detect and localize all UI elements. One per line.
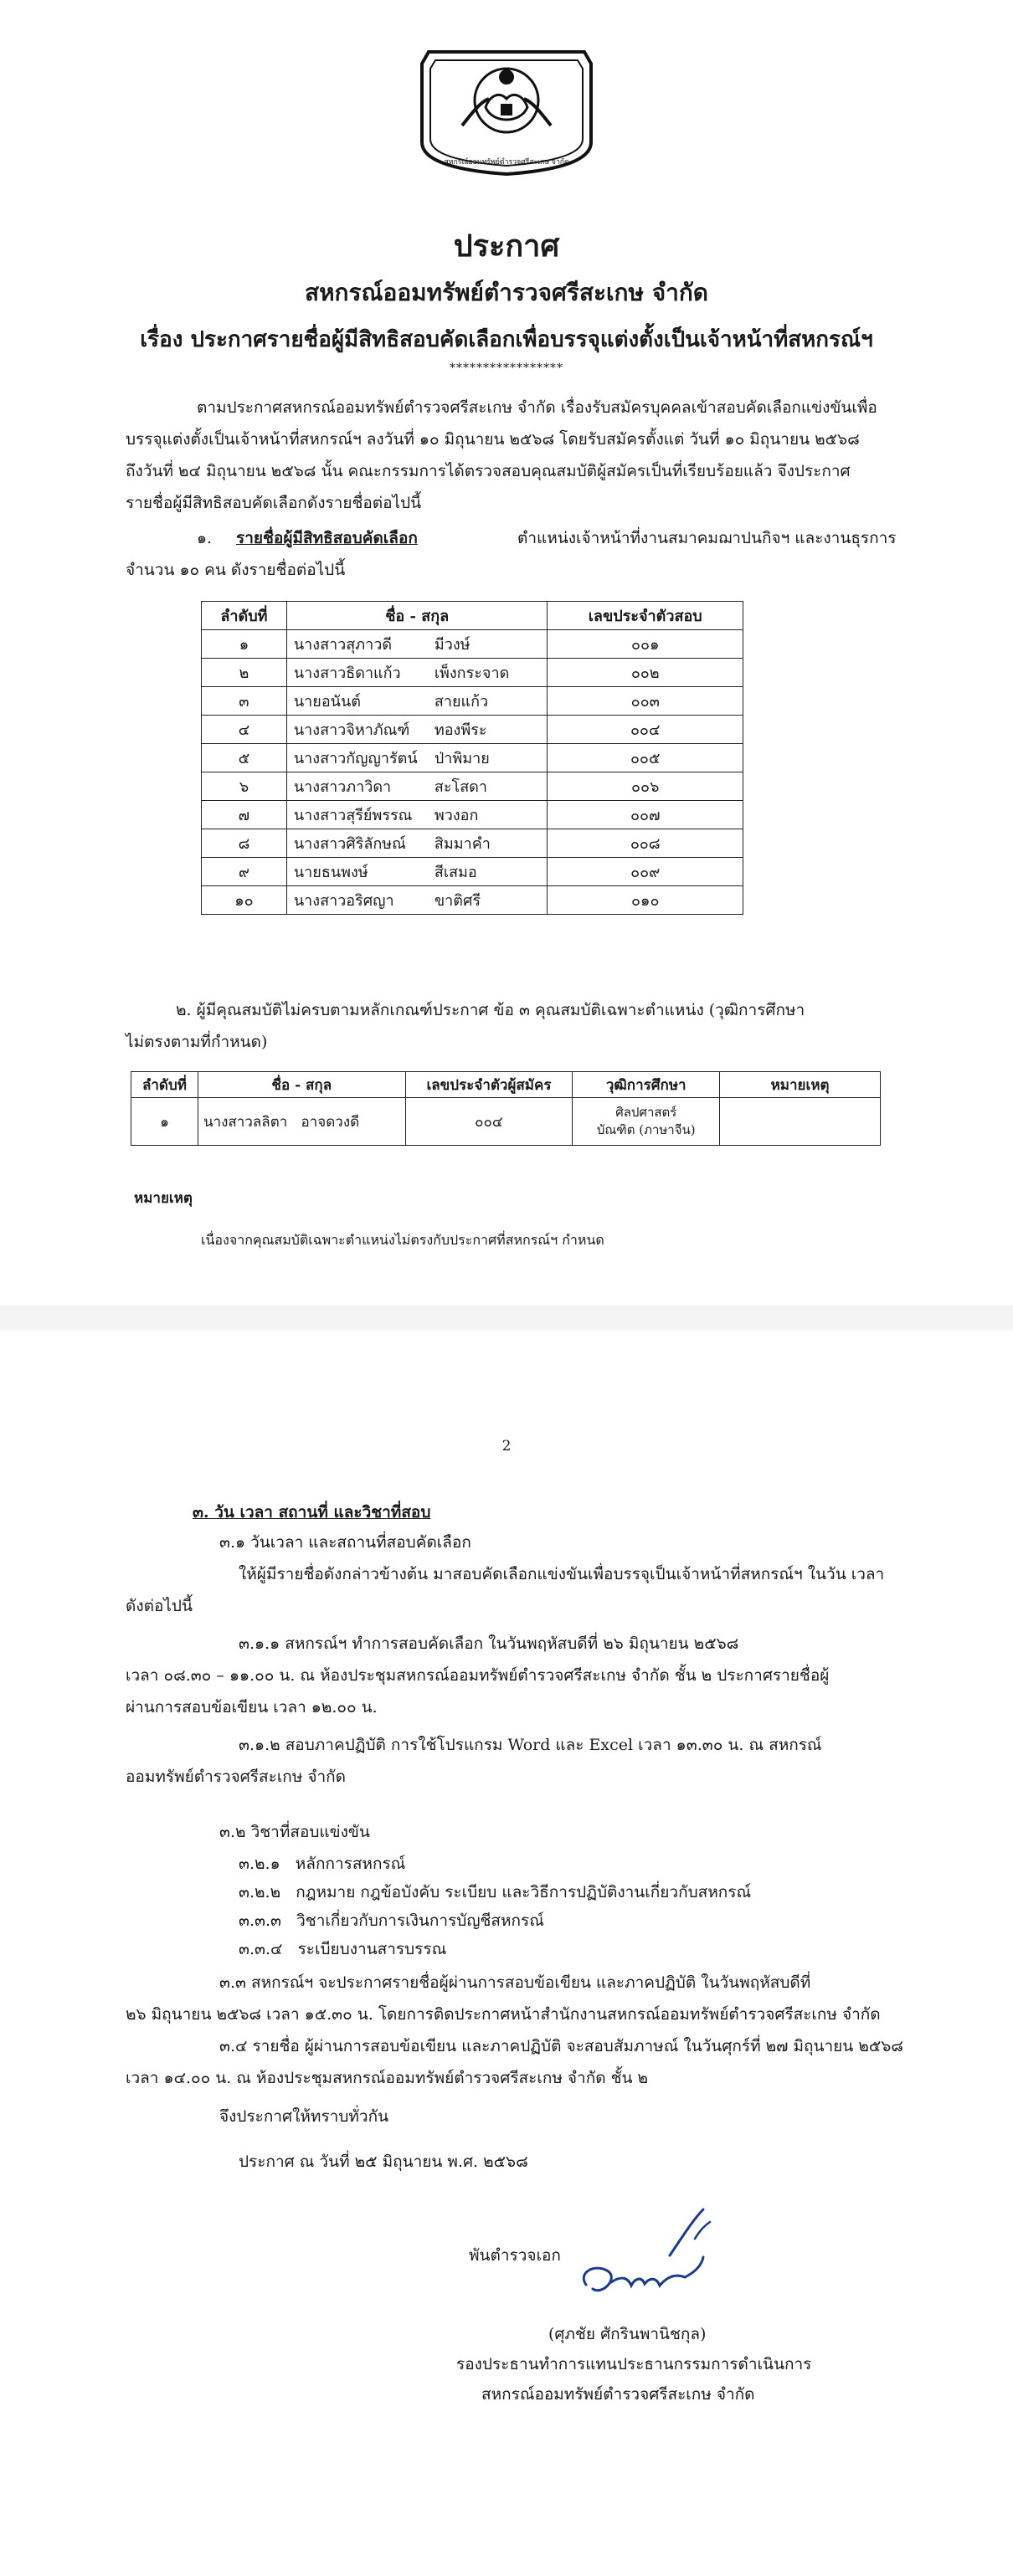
cell-no: ๘ xyxy=(202,829,287,858)
cell-first-name: นางสาวธิดาแก้ว xyxy=(293,665,401,682)
cell-education xyxy=(573,1098,720,1146)
subject-num: ๓.๓.๓ xyxy=(239,1911,282,1930)
col-header-no: ลำดับที่ xyxy=(202,602,287,630)
cell-no: ๑ xyxy=(131,1098,198,1146)
emblem-caption: สหกรณ์ออมทรัพย์ตำรวจศรีสะเกษ จำกัด xyxy=(444,158,569,167)
cell-exam-id: ๐๐๑ xyxy=(548,630,743,659)
ineligible-candidates-table xyxy=(131,1071,881,1146)
cell-remark xyxy=(720,1098,881,1146)
table-row xyxy=(202,687,743,716)
section31-text-2: ดังต่อไปนี้ xyxy=(126,1597,193,1615)
eligible-candidates-table xyxy=(201,601,743,915)
remark-text: เนื่องจากคุณสมบัติเฉพาะตำแหน่งไม่ตรงกับประกาศที่สหกรณ์ฯ กำหนด xyxy=(201,1232,604,1248)
cell-no: ๓ xyxy=(202,687,287,716)
intro-line-1: ตามประกาศสหกรณ์ออมทรัพย์ตำรวจศรีสะเกษ จำกัด เรื่องรับสมัครบุคคลเข้าสอบคัดเลือกแข่งขันเพื่อ xyxy=(197,398,877,417)
col-header-name: ชื่อ - สกุล xyxy=(286,602,548,630)
section311-line-2: เวลา ๐๘.๓๐ – ๑๑.๐๐ น. ณ ห้องประชุมสหกรณ์ออมทรัพย์ตำรวจศรีสะเกษ จำกัด ชั้น ๒ ประกาศรายชื่อผู้ xyxy=(126,1666,830,1685)
section3-title-text: ๓. วัน เวลา สถานที่ และวิชาที่สอบ xyxy=(193,1503,431,1521)
closing-text: จึงประกาศให้ทราบทั่วกัน xyxy=(219,2107,389,2126)
cell-last-name: มีวงษ์ xyxy=(434,636,471,654)
cell-exam-id: ๐๐๔ xyxy=(548,716,743,744)
table-header-row xyxy=(131,1072,881,1098)
page-separator xyxy=(0,1306,1013,1331)
cell-exam-id: ๐๐๒ xyxy=(548,659,743,687)
col-header-remark: หมายเหตุ xyxy=(720,1072,881,1098)
cell-first-name: นายอนันต์ xyxy=(293,693,361,711)
section33-line-2: ๒๖ มิถุนายน ๒๕๖๘ เวลา ๑๕.๓๐ น. โดยการติดประกาศหน้าสำนักงานสหกรณ์ออมทรัพย์ตำรวจศรีสะเกษ จำกัด xyxy=(126,2005,881,2024)
cell-no: ๖ xyxy=(202,772,287,801)
subject-text: หลักการสหกรณ์ xyxy=(295,1855,406,1873)
cell-last-name: เพ็งกระจาด xyxy=(434,665,510,682)
cell-no: ๕ xyxy=(202,744,287,772)
cell-no: ๒ xyxy=(202,659,287,687)
section2-line-1: ๒. ผู้มีคุณสมบัติไม่ครบตามหลักเกณฑ์ประกาศ ข้อ ๓ คุณสมบัติเฉพาะตำแหน่ง (วุฒิการศึกษา xyxy=(176,1001,805,1019)
subject-num: ๓.๒.๒ xyxy=(239,1883,281,1901)
cell-no: ๑ xyxy=(202,630,287,659)
cell-applicant-id: ๐๐๔ xyxy=(405,1098,573,1146)
education-line-1: ศิลปศาสตร์ xyxy=(615,1105,677,1120)
col-header-name: ชื่อ - สกุล xyxy=(198,1072,405,1098)
subject-text: วิชาเกี่ยวกับการเงินการบัญชีสหกรณ์ xyxy=(296,1911,544,1930)
table-row xyxy=(202,801,743,829)
cell-last-name: พวงอก xyxy=(434,807,479,824)
table-row xyxy=(202,772,743,801)
cell-first-name: นางสาวกัญญารัตน์ xyxy=(293,750,418,767)
cell-first-name: นางสาวอริศญา xyxy=(293,892,394,910)
table-row xyxy=(202,630,743,659)
table-row xyxy=(202,744,743,772)
table-row xyxy=(202,886,743,915)
section34-line-1: ๓.๔ รายชื่อ ผู้ผ่านการสอบข้อเขียน และภาคปฏิบัติ จะสอบสัมภาษณ์ ในวันศุกร์ที่ ๒๗ มิถุนายน ๒๕๖๘ xyxy=(219,2037,903,2055)
subject-text: ระเบียบงานสารบรรณ xyxy=(297,1940,447,1958)
subject-num: ๓.๓.๔ xyxy=(239,1940,283,1958)
intro-line-3: ถึงวันที่ ๒๔ มิถุนายน ๒๕๖๘ นั้น คณะกรรมการได้ตรวจสอบคุณสมบัติผู้สมัครเป็นที่เรียบร้อยแล้ว จึงประกาศ xyxy=(126,462,851,480)
cell-last-name: ขาติศรี xyxy=(434,892,481,910)
education-line-2: บัณฑิต (ภาษาจีน) xyxy=(596,1122,696,1137)
org-name: สหกรณ์ออมทรัพย์ตำรวจศรีสะเกษ จำกัด xyxy=(305,279,708,306)
table-row xyxy=(202,716,743,744)
subject-item xyxy=(239,1856,405,1872)
table-row xyxy=(202,858,743,886)
section1-count: จำนวน ๑๐ คน ดังรายชื่อต่อไปนี้ xyxy=(126,561,346,579)
col-header-applicant-id: เลขประจำตัวผู้สมัคร xyxy=(405,1072,573,1098)
col-header-education: วุฒิการศึกษา xyxy=(573,1072,720,1098)
cell-exam-id: ๐๐๓ xyxy=(548,687,743,716)
cell-first-name: นางสาวจิหาภัณฑ์ xyxy=(293,721,410,739)
cell-no: ๙ xyxy=(202,858,287,886)
cell-first-name: นางสาวสุรีย์พรรณ xyxy=(293,807,413,824)
announcement-date: ประกาศ ณ วันที่ ๒๕ มิถุนายน พ.ศ. ๒๕๖๘ xyxy=(239,2153,528,2171)
cell-last-name: สายแก้ว xyxy=(434,693,489,711)
col-header-no: ลำดับที่ xyxy=(131,1072,198,1098)
cell-exam-id: ๐๐๖ xyxy=(548,772,743,801)
stars-divider: ***************** xyxy=(450,362,563,375)
page-title: ประกาศ xyxy=(453,228,560,264)
cell-last-name: ป่าพิมาย xyxy=(434,750,490,767)
coop-emblem-icon xyxy=(414,44,599,177)
cell-last-name: สิมมาคำ xyxy=(434,835,491,853)
section31-title: ๓.๑ วันเวลา และสถานที่สอบคัดเลือก xyxy=(219,1533,471,1552)
subject-item xyxy=(239,1885,751,1901)
subject-num: ๓.๒.๑ xyxy=(239,1855,280,1873)
cell-exam-id: ๐๐๕ xyxy=(548,744,743,772)
announcement-page-2 xyxy=(0,1331,1013,2576)
cell-first-name: นางสาวลลิตา xyxy=(203,1113,288,1131)
cell-no: ๔ xyxy=(202,716,287,744)
section34-line-2: เวลา ๑๔.๐๐ น. ณ ห้องประชุมสหกรณ์ออมทรัพย์ตำรวจศรีสะเกษ จำกัด ชั้น ๒ xyxy=(126,2069,649,2087)
table-row xyxy=(202,659,743,687)
cell-exam-id: ๐๐๗ xyxy=(548,801,743,829)
table-header-row xyxy=(202,602,743,630)
table-row xyxy=(202,829,743,858)
cell-last-name: ทองพีระ xyxy=(434,721,487,739)
section3-title xyxy=(193,1505,430,1521)
signer-rank: พันตำรวจเอก xyxy=(469,2246,561,2265)
subject-item xyxy=(239,1913,544,1929)
section33-line-1: ๓.๓ สหกรณ์ฯ จะประกาศรายชื่อผู้ผ่านการสอบข้อเขียน และภาคปฏิบัติ ในวันพฤหัสบดีที่ xyxy=(219,1973,811,1992)
cell-last-name: อาจดวงดี xyxy=(301,1113,360,1131)
section312-line-1: ๓.๑.๒ สอบภาคปฏิบัติ การใช้โปรแกรม Word และ Excel เวลา ๑๓.๓๐ น. ณ สหกรณ์ xyxy=(239,1736,822,1754)
table-row xyxy=(131,1098,881,1146)
section31-text-1: ให้ผู้มีรายชื่อดังกล่าวข้างต้น มาสอบคัดเลือกแข่งขันเพื่อบรรจุเป็นเจ้าหน้าที่สหกรณ์ฯ ในวัน เวลา xyxy=(239,1565,885,1583)
col-header-id: เลขประจำตัวสอบ xyxy=(548,602,743,630)
cell-first-name: นางสาวสุภาวดี xyxy=(293,636,393,654)
subject-item xyxy=(239,1942,446,1958)
signer-position-2: สหกรณ์ออมทรัพย์ตำรวจศรีสะเกษ จำกัด xyxy=(481,2385,755,2404)
section1-desc: ตำแหน่งเจ้าหน้าที่งานสมาคมฌาปนกิจฯ และงานธุรการ xyxy=(517,529,897,547)
cell-exam-id: ๐๐๙ xyxy=(548,858,743,886)
subject-text: กฎหมาย กฎข้อบังคับ ระเบียบ และวิธีการปฏิบัติงานเกี่ยวกับสหกรณ์ xyxy=(296,1883,752,1901)
section1-number: ๑. xyxy=(197,529,213,547)
intro-line-4: รายชื่อผู้มีสิทธิสอบคัดเลือกดังรายชื่อต่อไปนี้ xyxy=(126,494,422,512)
subject-line: เรื่อง ประกาศรายชื่อผู้มีสิทธิสอบคัดเลือกเพื่อบรรจุแต่งตั้งเป็นเจ้าหน้าที่สหกรณ์ฯ xyxy=(140,327,873,352)
section311-line-3: ผ่านการสอบข้อเขียน เวลา ๑๒.๐๐ น. xyxy=(126,1698,378,1716)
section2-line-2: ไม่ตรงตามที่กำหนด) xyxy=(126,1033,268,1051)
cell-last-name: สะโสดา xyxy=(434,778,487,796)
signer-position-1: รองประธานทำการแทนประธานกรรมการดำเนินการ xyxy=(456,2355,812,2373)
handwritten-signature-icon xyxy=(569,2205,737,2322)
cell-last-name: สีเสมอ xyxy=(434,864,477,881)
cell-first-name: นายธนพงษ์ xyxy=(293,864,368,881)
section312-line-2: ออมทรัพย์ตำรวจศรีสะเกษ จำกัด xyxy=(126,1768,347,1786)
cell-no: ๑๐ xyxy=(202,886,287,915)
page-number: 2 xyxy=(501,1438,512,1455)
section1-title: รายชื่อผู้มีสิทธิสอบคัดเลือก xyxy=(236,529,418,547)
section32-title: ๓.๒ วิชาที่สอบแข่งขัน xyxy=(219,1823,370,1841)
cell-first-name: นางสาวศิริลักษณ์ xyxy=(293,835,406,853)
signer-name: (ศุภชัย ศักรินพานิชกุล) xyxy=(548,2325,707,2343)
intro-line-2: บรรจุแต่งตั้งเป็นเจ้าหน้าที่สหกรณ์ฯ ลงวันที่ ๑๐ มิถุนายน ๒๕๖๘ โดยรับสมัครตั้งแต่ วันที่ ๑๐ มิถุนายน ๒๕๖๘ xyxy=(126,430,860,449)
section311-line-1: ๓.๑.๑ สหกรณ์ฯ ทำการสอบคัดเลือก ในวันพฤหัสบดีที่ ๒๖ มิถุนายน ๒๕๖๘ xyxy=(239,1634,739,1653)
cell-no: ๗ xyxy=(202,801,287,829)
cell-exam-id: ๐๐๘ xyxy=(548,829,743,858)
cell-first-name: นางสาวภาวิดา xyxy=(293,778,392,796)
remark-label: หมายเหตุ xyxy=(134,1190,193,1207)
cell-exam-id: ๐๑๐ xyxy=(548,886,743,915)
